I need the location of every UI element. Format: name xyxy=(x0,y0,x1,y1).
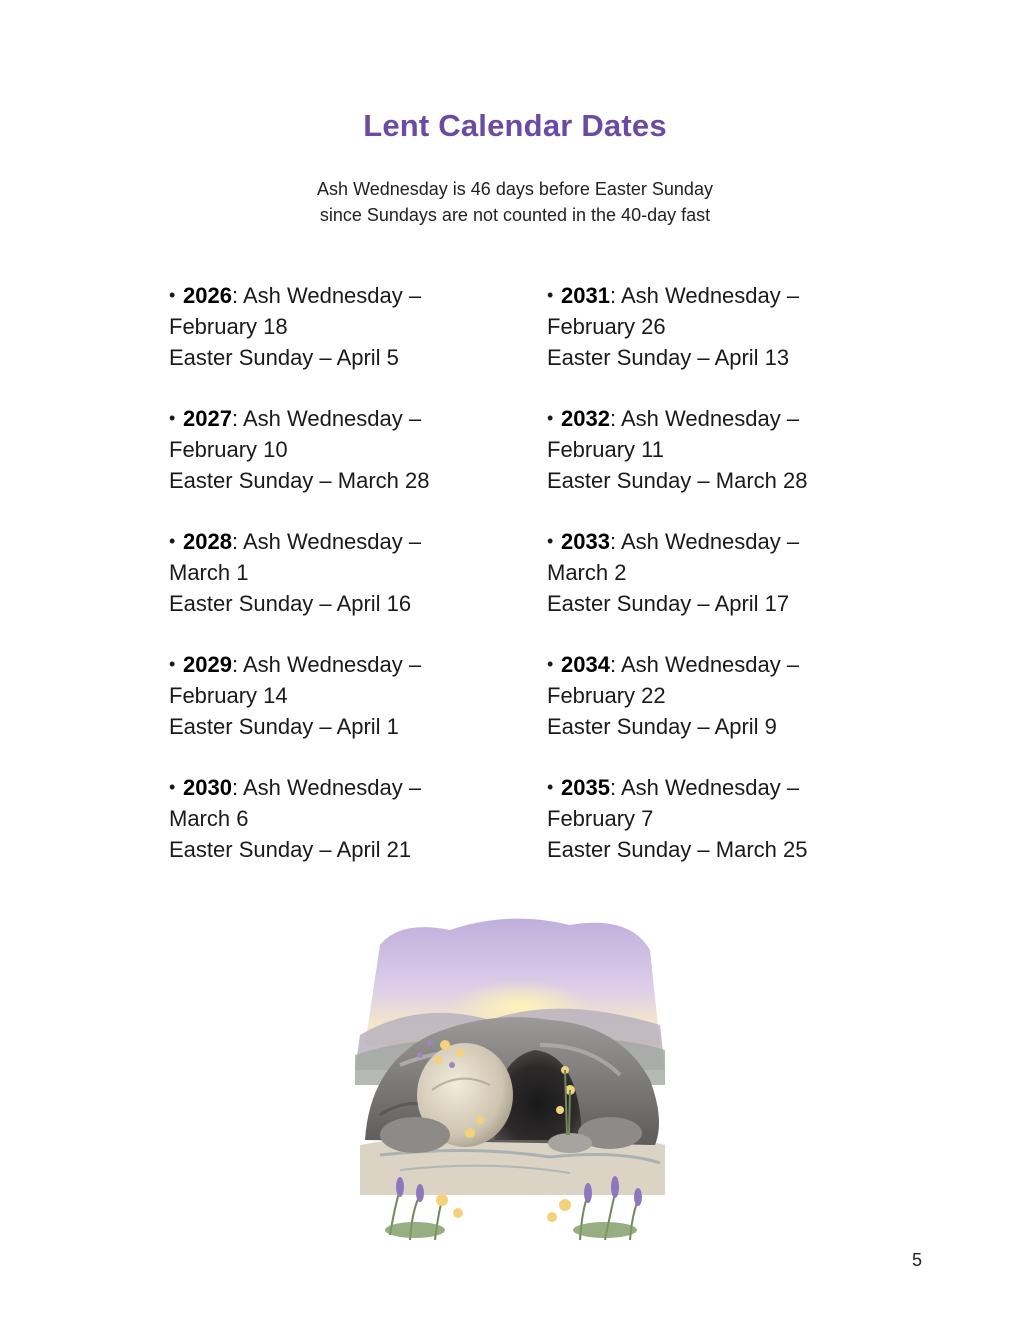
easter-label: Easter Sunday – xyxy=(547,837,716,862)
date-entry xyxy=(547,772,808,895)
ash-label: : Ash Wednesday – xyxy=(609,775,800,800)
bullet-icon: • xyxy=(169,654,176,674)
entry-year: 2028 xyxy=(183,529,232,554)
ash-label: : Ash Wednesday – xyxy=(609,529,800,554)
ash-label: : Ash Wednesday – xyxy=(609,406,800,431)
bullet-icon: • xyxy=(547,408,554,428)
easter-date: April 21 xyxy=(336,837,412,862)
ash-wednesday-date: March 6 xyxy=(169,806,249,831)
easter-label: Easter Sunday – xyxy=(169,837,337,862)
page-title: Lent Calendar Dates xyxy=(363,108,667,143)
ash-label: : Ash Wednesday – xyxy=(231,775,422,800)
entry-year: 2030 xyxy=(183,775,232,800)
bullet-icon: • xyxy=(169,531,176,551)
easter-label: Easter Sunday – xyxy=(547,345,715,370)
easter-label: Easter Sunday – xyxy=(169,468,338,493)
easter-label: Easter Sunday – xyxy=(169,591,337,616)
date-entry xyxy=(169,280,430,403)
easter-date: March 25 xyxy=(715,837,808,862)
easter-label: Easter Sunday – xyxy=(547,468,716,493)
easter-date: March 28 xyxy=(715,468,808,493)
easter-label: Easter Sunday – xyxy=(547,591,715,616)
easter-date: April 9 xyxy=(714,714,777,739)
ash-label: : Ash Wednesday – xyxy=(231,283,422,308)
easter-label: Easter Sunday – xyxy=(547,714,715,739)
entry-year: 2032 xyxy=(561,406,610,431)
ash-label: : Ash Wednesday – xyxy=(231,652,422,677)
easter-date: April 16 xyxy=(336,591,412,616)
date-entry xyxy=(169,649,430,772)
easter-date: April 17 xyxy=(714,591,790,616)
ash-wednesday-date: February 26 xyxy=(547,314,666,339)
bullet-icon: • xyxy=(547,654,554,674)
easter-label: Easter Sunday – xyxy=(169,345,337,370)
bullet-icon: • xyxy=(169,285,176,305)
entry-year: 2026 xyxy=(183,283,232,308)
date-entry xyxy=(547,649,808,772)
date-entry xyxy=(169,772,430,895)
dates-column-left xyxy=(169,280,430,895)
easter-date: April 13 xyxy=(714,345,790,370)
ash-wednesday-date: March 1 xyxy=(169,560,249,585)
ash-wednesday-date: February 11 xyxy=(547,437,664,462)
bullet-icon: • xyxy=(547,777,554,797)
date-entry xyxy=(547,403,808,526)
easter-label: Easter Sunday – xyxy=(169,714,337,739)
entry-year: 2031 xyxy=(561,283,610,308)
bullet-icon: • xyxy=(547,531,554,551)
ash-wednesday-date: February 22 xyxy=(547,683,666,708)
ash-label: : Ash Wednesday – xyxy=(609,283,800,308)
entry-year: 2033 xyxy=(561,529,610,554)
date-entry xyxy=(169,526,430,649)
ash-wednesday-date: February 7 xyxy=(547,806,654,831)
subtitle-line-1: Ash Wednesday is 46 days before Easter Sunday xyxy=(317,179,713,199)
bullet-icon: • xyxy=(169,408,176,428)
easter-date: April 5 xyxy=(336,345,399,370)
bullet-icon: • xyxy=(169,777,176,797)
date-entry xyxy=(547,526,808,649)
entry-year: 2034 xyxy=(561,652,610,677)
easter-date: March 28 xyxy=(337,468,430,493)
subtitle xyxy=(0,176,1030,228)
ash-wednesday-date: February 10 xyxy=(169,437,288,462)
ash-wednesday-date: February 18 xyxy=(169,314,288,339)
ash-wednesday-date: February 14 xyxy=(169,683,288,708)
entry-year: 2035 xyxy=(561,775,610,800)
entry-year: 2029 xyxy=(183,652,232,677)
bullet-icon: • xyxy=(547,285,554,305)
date-entry xyxy=(169,403,430,526)
subtitle-line-2: since Sundays are not counted in the 40-day fast xyxy=(319,205,711,225)
ash-label: : Ash Wednesday – xyxy=(231,529,422,554)
ash-wednesday-date: March 2 xyxy=(547,560,627,585)
page-number: 5 xyxy=(911,1250,922,1270)
ash-label: : Ash Wednesday – xyxy=(231,406,422,431)
entry-year: 2027 xyxy=(183,406,232,431)
easter-date: April 1 xyxy=(336,714,399,739)
dates-column-right xyxy=(547,280,808,895)
ash-label: : Ash Wednesday – xyxy=(609,652,800,677)
empty-tomb-watercolor-icon xyxy=(320,895,700,1265)
date-entry xyxy=(547,280,808,403)
